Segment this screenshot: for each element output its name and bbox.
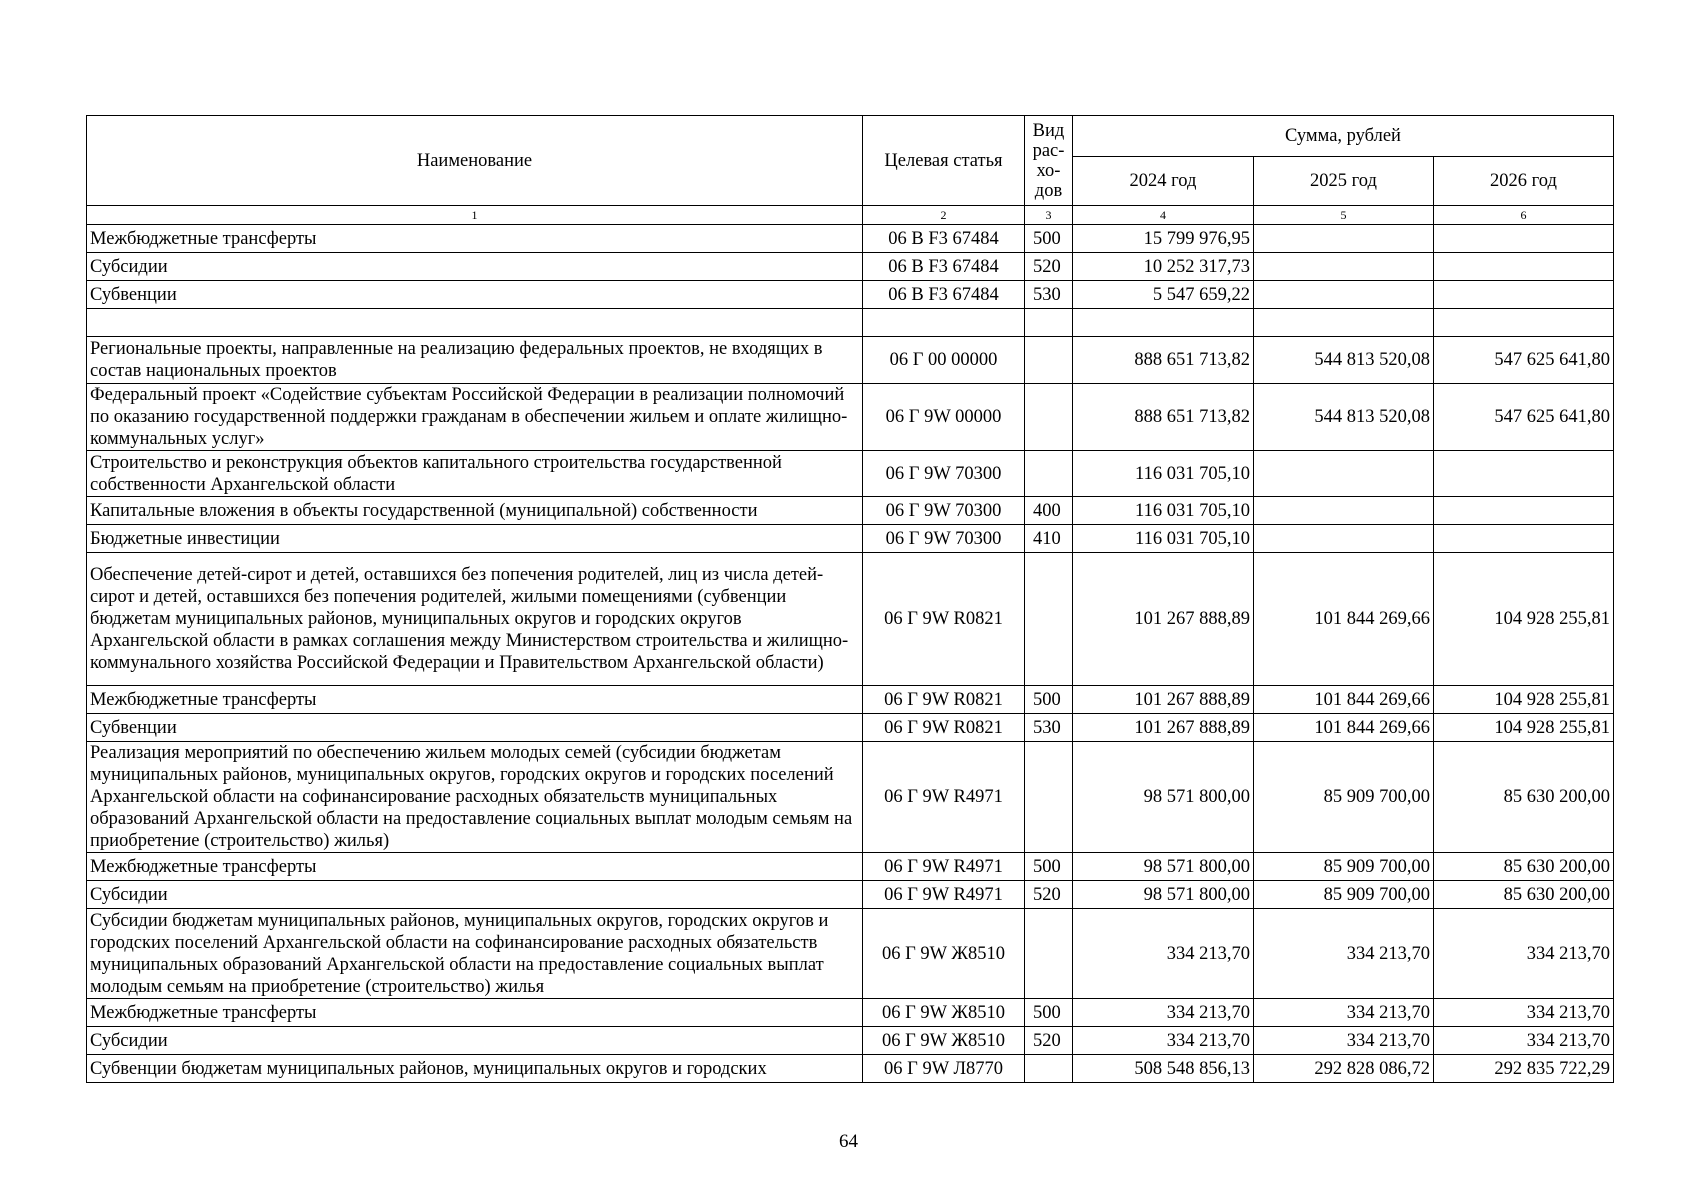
row-amount-2026: 547 625 641,80 bbox=[1434, 337, 1614, 384]
row-expense-type: 500 bbox=[1025, 225, 1073, 253]
row-amount-2024: 334 213,70 bbox=[1073, 999, 1254, 1027]
row-target-article: 06 Г 9W Ж8510 bbox=[863, 1027, 1025, 1055]
row-expense-type bbox=[1025, 742, 1073, 853]
row-amount-2024: 98 571 800,00 bbox=[1073, 742, 1254, 853]
row-target-article bbox=[863, 309, 1025, 337]
row-amount-2024: 101 267 888,89 bbox=[1073, 686, 1254, 714]
row-amount-2024: 334 213,70 bbox=[1073, 1027, 1254, 1055]
row-name: Субсидии bbox=[87, 1027, 863, 1055]
row-name: Субсидии бюджетам муниципальных районов, муниципальных округов, городских округов и городских поселений Архангельской области на софинансирование расходных обязательств муниципальных образований Архангельской области на предоставление социальных выплат молодым семьям на приобретение (строительство) жилья bbox=[87, 909, 863, 999]
table-row bbox=[87, 999, 1614, 1027]
row-target-article: 06 Г 9W 70300 bbox=[863, 497, 1025, 525]
row-target-article: 06 Г 9W R4971 bbox=[863, 742, 1025, 853]
table-row bbox=[87, 1027, 1614, 1055]
row-amount-2026 bbox=[1434, 525, 1614, 553]
row-name: Субвенции bbox=[87, 714, 863, 742]
row-amount-2024: 116 031 705,10 bbox=[1073, 497, 1254, 525]
row-name: Межбюджетные трансферты bbox=[87, 853, 863, 881]
row-amount-2026 bbox=[1434, 225, 1614, 253]
row-expense-type: 500 bbox=[1025, 999, 1073, 1027]
row-amount-2024: 508 548 856,13 bbox=[1073, 1055, 1254, 1083]
table-row bbox=[87, 281, 1614, 309]
row-amount-2024: 5 547 659,22 bbox=[1073, 281, 1254, 309]
row-amount-2025: 101 844 269,66 bbox=[1254, 553, 1434, 686]
header-sum: Сумма, рублей bbox=[1073, 116, 1614, 157]
row-expense-type bbox=[1025, 451, 1073, 497]
row-amount-2025: 544 813 520,08 bbox=[1254, 384, 1434, 451]
row-amount-2025 bbox=[1254, 309, 1434, 337]
row-amount-2024: 888 651 713,82 bbox=[1073, 384, 1254, 451]
row-amount-2025 bbox=[1254, 451, 1434, 497]
table-row bbox=[87, 714, 1614, 742]
page-number: 64 bbox=[839, 1131, 858, 1152]
table-row bbox=[87, 553, 1614, 686]
column-index: 4 bbox=[1073, 206, 1254, 225]
table-row bbox=[87, 1055, 1614, 1083]
row-amount-2026: 334 213,70 bbox=[1434, 909, 1614, 999]
row-amount-2024: 10 252 317,73 bbox=[1073, 253, 1254, 281]
column-index: 2 bbox=[863, 206, 1025, 225]
row-name: Субвенции bbox=[87, 281, 863, 309]
row-amount-2025 bbox=[1254, 525, 1434, 553]
row-target-article: 06 Г 9W Ж8510 bbox=[863, 999, 1025, 1027]
table-row bbox=[87, 497, 1614, 525]
table-row bbox=[87, 253, 1614, 281]
header-row-top bbox=[87, 116, 1614, 157]
table-row bbox=[87, 384, 1614, 451]
budget-table bbox=[86, 115, 1614, 1083]
row-amount-2026: 104 928 255,81 bbox=[1434, 714, 1614, 742]
row-amount-2024: 101 267 888,89 bbox=[1073, 553, 1254, 686]
row-amount-2024: 15 799 976,95 bbox=[1073, 225, 1254, 253]
row-amount-2025: 544 813 520,08 bbox=[1254, 337, 1434, 384]
table-row bbox=[87, 686, 1614, 714]
table-row bbox=[87, 881, 1614, 909]
row-amount-2026: 292 835 722,29 bbox=[1434, 1055, 1614, 1083]
row-amount-2025: 85 909 700,00 bbox=[1254, 881, 1434, 909]
row-target-article: 06 Г 9W 70300 bbox=[863, 451, 1025, 497]
row-amount-2026 bbox=[1434, 281, 1614, 309]
row-amount-2026 bbox=[1434, 497, 1614, 525]
row-expense-type bbox=[1025, 309, 1073, 337]
table-row bbox=[87, 451, 1614, 497]
row-expense-type bbox=[1025, 909, 1073, 999]
row-name: Капитальные вложения в объекты государственной (муниципальной) собственности bbox=[87, 497, 863, 525]
row-expense-type: 500 bbox=[1025, 686, 1073, 714]
column-index: 1 bbox=[87, 206, 863, 225]
row-amount-2024: 101 267 888,89 bbox=[1073, 714, 1254, 742]
row-amount-2025: 85 909 700,00 bbox=[1254, 853, 1434, 881]
row-target-article: 06 Г 9W R4971 bbox=[863, 853, 1025, 881]
header-year-2024: 2024 год bbox=[1073, 157, 1254, 206]
column-index-row bbox=[87, 206, 1614, 225]
row-amount-2025 bbox=[1254, 281, 1434, 309]
row-target-article: 06 В F3 67484 bbox=[863, 281, 1025, 309]
row-amount-2024: 116 031 705,10 bbox=[1073, 451, 1254, 497]
table-row bbox=[87, 309, 1614, 337]
row-name: Обеспечение детей-сирот и детей, оставшихся без попечения родителей, лиц из числа детей-сирот и детей, оставшихся без попечения родителей, жилыми помещениями (субвенции бюджетам муниципальных районов, муниципальных округов и городских округов Архангельской области в рамках соглашения между Министерством строительства и жилищно-коммунального хозяйства Российской Федерации и Правительством Архангельской области) bbox=[87, 553, 863, 686]
row-amount-2026 bbox=[1434, 451, 1614, 497]
table-body bbox=[87, 225, 1614, 1083]
row-name: Субсидии bbox=[87, 881, 863, 909]
table-row bbox=[87, 909, 1614, 999]
row-amount-2026: 85 630 200,00 bbox=[1434, 742, 1614, 853]
row-amount-2026: 334 213,70 bbox=[1434, 1027, 1614, 1055]
row-amount-2026: 104 928 255,81 bbox=[1434, 553, 1614, 686]
row-name: Субсидии bbox=[87, 253, 863, 281]
row-name: Реализация мероприятий по обеспечению жильем молодых семей (субсидии бюджетам муниципальных районов, муниципальных округов, городских округов и городских поселений Архангельской области на софинансирование расходных обязательств муниципальных образований Архангельской области на предоставление социальных выплат молодым семьям на приобретение (строительство) жилья) bbox=[87, 742, 863, 853]
row-expense-type bbox=[1025, 553, 1073, 686]
row-amount-2024: 334 213,70 bbox=[1073, 909, 1254, 999]
table-row bbox=[87, 525, 1614, 553]
row-name: Федеральный проект «Содействие субъектам Российской Федерации в реализации полномочий по оказанию государственной поддержки гражданам в обеспечении жильем и оплате жилищно-коммунальных услуг» bbox=[87, 384, 863, 451]
row-amount-2025 bbox=[1254, 497, 1434, 525]
row-target-article: 06 Г 9W R4971 bbox=[863, 881, 1025, 909]
row-amount-2025: 101 844 269,66 bbox=[1254, 686, 1434, 714]
table-row bbox=[87, 742, 1614, 853]
row-target-article: 06 Г 9W R0821 bbox=[863, 686, 1025, 714]
row-expense-type bbox=[1025, 337, 1073, 384]
column-index: 5 bbox=[1254, 206, 1434, 225]
row-expense-type: 500 bbox=[1025, 853, 1073, 881]
row-target-article: 06 Г 9W 70300 bbox=[863, 525, 1025, 553]
row-name: Субвенции бюджетам муниципальных районов, муниципальных округов и городских bbox=[87, 1055, 863, 1083]
row-target-article: 06 В F3 67484 bbox=[863, 225, 1025, 253]
row-amount-2025: 334 213,70 bbox=[1254, 999, 1434, 1027]
row-amount-2026 bbox=[1434, 253, 1614, 281]
row-target-article: 06 Г 9W R0821 bbox=[863, 714, 1025, 742]
row-name: Региональные проекты, направленные на реализацию федеральных проектов, не входящих в состав национальных проектов bbox=[87, 337, 863, 384]
header-target-article: Целевая статья bbox=[863, 116, 1025, 206]
header-expense-type: Вид рас- хо- дов bbox=[1025, 116, 1073, 206]
row-amount-2025: 334 213,70 bbox=[1254, 909, 1434, 999]
header-name: Наименование bbox=[87, 116, 863, 206]
row-name: Бюджетные инвестиции bbox=[87, 525, 863, 553]
header-year-2026: 2026 год bbox=[1434, 157, 1614, 206]
row-name: Межбюджетные трансферты bbox=[87, 686, 863, 714]
row-amount-2024: 98 571 800,00 bbox=[1073, 853, 1254, 881]
row-expense-type: 530 bbox=[1025, 714, 1073, 742]
table-row bbox=[87, 337, 1614, 384]
row-amount-2024: 116 031 705,10 bbox=[1073, 525, 1254, 553]
row-expense-type bbox=[1025, 1055, 1073, 1083]
row-expense-type: 520 bbox=[1025, 881, 1073, 909]
column-index: 3 bbox=[1025, 206, 1073, 225]
row-amount-2024 bbox=[1073, 309, 1254, 337]
row-expense-type: 520 bbox=[1025, 253, 1073, 281]
row-target-article: 06 Г 00 00000 bbox=[863, 337, 1025, 384]
row-amount-2025: 85 909 700,00 bbox=[1254, 742, 1434, 853]
row-name: Межбюджетные трансферты bbox=[87, 225, 863, 253]
row-amount-2025 bbox=[1254, 253, 1434, 281]
table-row bbox=[87, 853, 1614, 881]
row-amount-2025: 101 844 269,66 bbox=[1254, 714, 1434, 742]
row-target-article: 06 Г 9W R0821 bbox=[863, 553, 1025, 686]
row-amount-2026: 85 630 200,00 bbox=[1434, 853, 1614, 881]
row-amount-2026: 334 213,70 bbox=[1434, 999, 1614, 1027]
table-row bbox=[87, 225, 1614, 253]
row-amount-2025: 292 828 086,72 bbox=[1254, 1055, 1434, 1083]
header-year-2025: 2025 год bbox=[1254, 157, 1434, 206]
row-expense-type: 400 bbox=[1025, 497, 1073, 525]
row-target-article: 06 Г 9W 00000 bbox=[863, 384, 1025, 451]
row-expense-type: 530 bbox=[1025, 281, 1073, 309]
column-index: 6 bbox=[1434, 206, 1614, 225]
row-amount-2026: 104 928 255,81 bbox=[1434, 686, 1614, 714]
row-name bbox=[87, 309, 863, 337]
row-expense-type bbox=[1025, 384, 1073, 451]
row-amount-2026: 85 630 200,00 bbox=[1434, 881, 1614, 909]
row-amount-2025: 334 213,70 bbox=[1254, 1027, 1434, 1055]
row-target-article: 06 Г 9W Ж8510 bbox=[863, 909, 1025, 999]
row-amount-2026: 547 625 641,80 bbox=[1434, 384, 1614, 451]
row-expense-type: 520 bbox=[1025, 1027, 1073, 1055]
row-name: Строительство и реконструкция объектов капитального строительства государственной собственности Архангельской области bbox=[87, 451, 863, 497]
row-target-article: 06 В F3 67484 bbox=[863, 253, 1025, 281]
row-amount-2024: 98 571 800,00 bbox=[1073, 881, 1254, 909]
row-target-article: 06 Г 9W Л8770 bbox=[863, 1055, 1025, 1083]
row-amount-2025 bbox=[1254, 225, 1434, 253]
row-amount-2026 bbox=[1434, 309, 1614, 337]
row-name: Межбюджетные трансферты bbox=[87, 999, 863, 1027]
row-amount-2024: 888 651 713,82 bbox=[1073, 337, 1254, 384]
row-expense-type: 410 bbox=[1025, 525, 1073, 553]
